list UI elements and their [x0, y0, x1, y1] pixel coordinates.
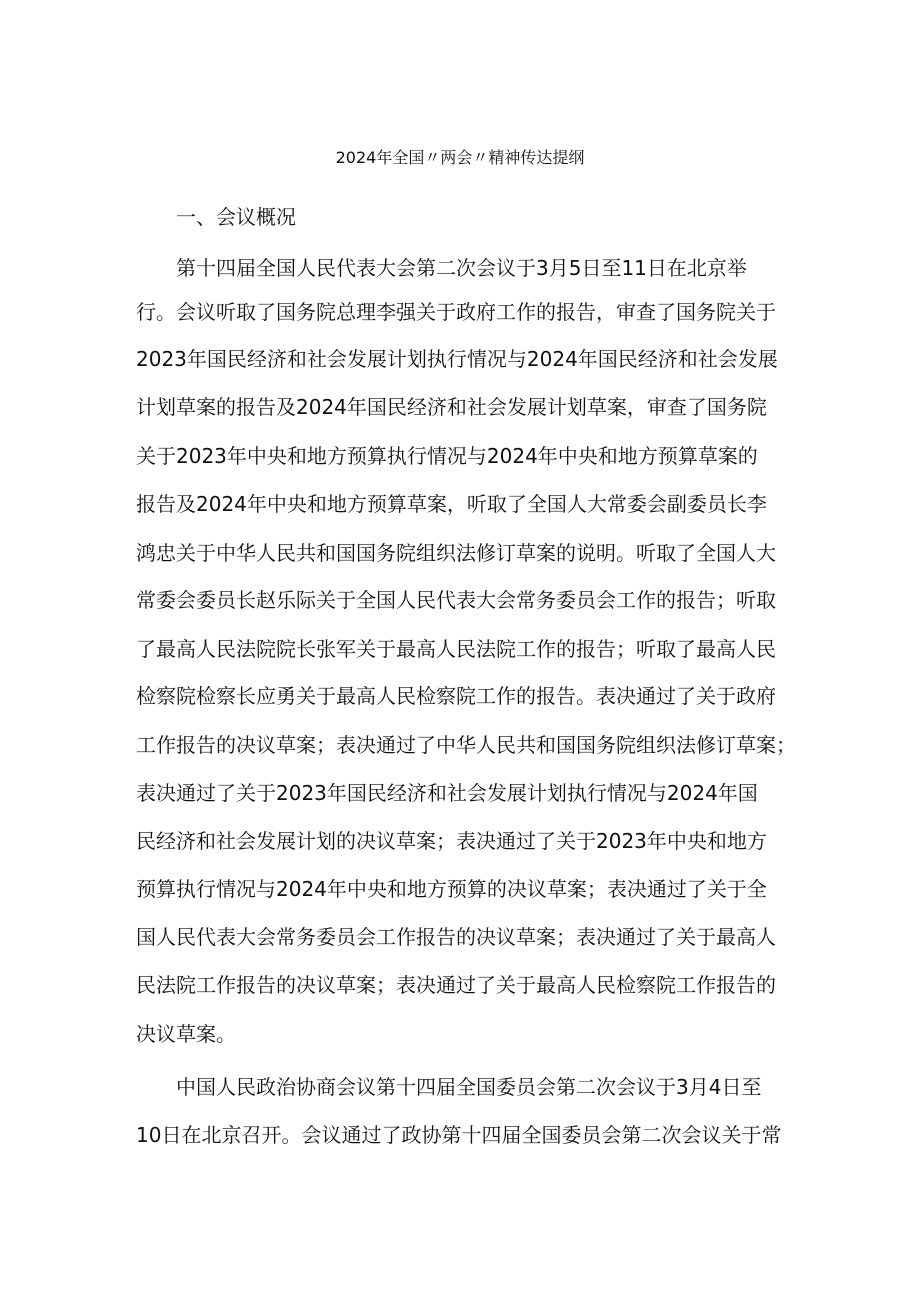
paragraph-2-line-2: 10日在北京召开。会议通过了政协第十四届全国委员会第二次会议关于常 [136, 1123, 782, 1147]
paragraph-1-line-11: 工作报告的决议草案；表决通过了中华人民共和国国务院组织法修订草案； [136, 733, 796, 757]
paragraph-1-line-15: 国人民代表大会常务委员会工作报告的决议草案；表决通过了关于最高人 [136, 925, 776, 949]
paragraph-1-line-1: 第十四届全国人民代表大会第二次会议于3月5日至11日在北京举 [176, 256, 747, 280]
paragraph-1-line-5: 关于2023年中央和地方预算执行情况与2024年中央和地方预算草案的 [136, 444, 758, 468]
paragraph-1-line-17: 决议草案。 [136, 1022, 236, 1046]
paragraph-1-line-14: 预算执行情况与2024年中央和地方预算的决议草案；表决通过了关于全 [136, 877, 767, 901]
paragraph-1-line-12: 表决通过了关于2023年国民经济和社会发展计划执行情况与2024年国 [136, 781, 758, 805]
paragraph-1-line-2: 行。会议听取了国务院总理李强关于政府工作的报告，审查了国务院关于 [136, 300, 776, 324]
section-heading: 一、会议概况 [176, 205, 296, 229]
paragraph-1-line-7: 鸿忠关于中华人民共和国国务院组织法修订草案的说明。听取了全国人大 [136, 541, 776, 565]
paragraph-1-line-10: 检察院检察长应勇关于最高人民检察院工作的报告。表决通过了关于政府 [136, 684, 776, 708]
paragraph-1-line-16: 民法院工作报告的决议草案；表决通过了关于最高人民检察院工作报告的 [136, 973, 776, 997]
paragraph-1-line-9: 了最高人民法院院长张军关于最高人民法院工作的报告；听取了最高人民 [136, 637, 776, 661]
paragraph-2-line-1: 中国人民政治协商会议第十四届全国委员会第二次会议于3月4日至 [176, 1075, 762, 1099]
paragraph-1-line-13: 民经济和社会发展计划的决议草案；表决通过了关于2023年中央和地方 [136, 829, 767, 853]
document-title: 2024年全国〃两会〃精神传达提纲 [335, 148, 585, 167]
paragraph-1-line-4: 计划草案的报告及2024年国民经济和社会发展计划草案，审查了国务院 [136, 395, 767, 419]
paragraph-1-line-3: 2023年国民经济和社会发展计划执行情况与2024年国民经济和社会发展 [136, 347, 778, 371]
paragraph-1-line-8: 常委会委员长赵乐际关于全国人民代表大会常务委员会工作的报告；听取 [136, 588, 776, 612]
paragraph-1-line-6: 报告及2024年中央和地方预算草案，听取了全国人大常委会副委员长李 [136, 492, 767, 516]
